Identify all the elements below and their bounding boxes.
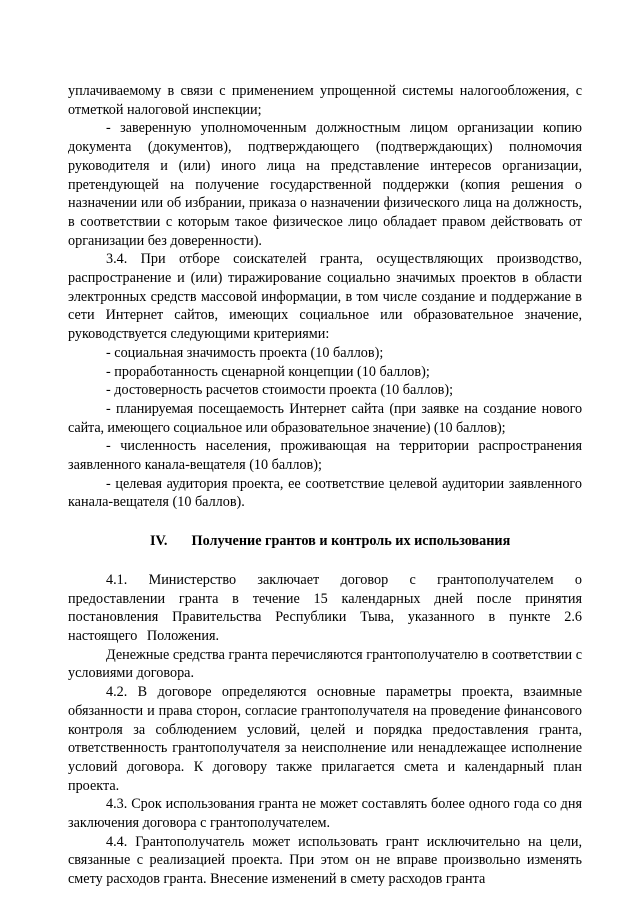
section-heading [68, 532, 582, 551]
criterion-item: - целевая аудитория проекта, ее соответствие целевой аудитории заявленного канала-вещателя (10 баллов). [68, 475, 582, 511]
criterion-item: - проработанность сценарной концепции (10 баллов); [106, 363, 430, 380]
paragraph-4-2: 4.2. В договоре определяются основные параметры проекта, взаимные обязанности и права сторон, согласие грантополучателя на проведение финансового контроля за соблюдением условий, целей и порядка предоставления гранта, ответственность грантополучателя за неисполнение или ненадлежащее исполнение условий договора. К договору также прилагается смета и календарный план проекта. [68, 684, 582, 794]
paragraph-4-1: 4.1. Министерство заключает договор с грантополучателем о предоставлении гранта в течение 15 календарных дней после принятия постановления Правительства Республики Тыва, указанного в пункте 2.6 настоящего Положения. [68, 571, 582, 644]
paragraph-3-4: 3.4. При отборе соискателей гранта, осуществляющих производство, распространение и (или) тиражирование социально значимых проектов в области электронных средств массовой информации, в том числе создание и поддержание в сети Интернет сайтов, имеющих социальное или образовательное значение, руководствуется следующими критериями: [68, 251, 582, 343]
criterion-item: - численность населения, проживающая на территории распространения заявленного канала-вещателя (10 баллов); [68, 438, 582, 474]
paragraph-funds-transfer: Денежные средства гранта перечисляются грантополучателю в соответствии с условиями договора. [68, 646, 582, 682]
section-title: Получение грантов и контроль их использования [191, 533, 511, 550]
criterion-item: - социальная значимость проекта (10 баллов); [106, 344, 384, 361]
criterion-item: - достоверность расчетов стоимости проекта (10 баллов); [106, 382, 454, 399]
paragraph-4-4: 4.4. Грантополучатель может использовать грант исключительно на цели, связанные с реализацией проекта. При этом он не вправе произвольно изменять смету расходов гранта. Внесение изменений в смету расходов гранта [68, 833, 582, 888]
paragraph-4-3: 4.3. Срок использования гранта не может составлять более одного года со дня заключения договора с грантополучателем. [68, 796, 582, 832]
section-number: IV. [150, 533, 168, 550]
criterion-item: - планируемая посещаемость Интернет сайта (при заявке на создание нового сайта, имеющего социальное или образовательное значение) (10 баллов); [68, 400, 582, 436]
paragraph-continuation: уплачиваемому в связи с применением упрощенной системы налогообложения, с отметкой налоговой инспекции; [68, 83, 582, 118]
paragraph-authority-copy: - заверенную уполномоченным должностным лицом организации копию документа (документов), подтверждающего (подтверждающих) полномочия руководителя и (или) иного лица на представление интересов организации, претендующей на получение государственной поддержки (копия решения о назначении или об избрании, приказа о назначении физического лица на должность, в соответствии с которым такое физическое лицо обладает правом действовать от организации без доверенности). [68, 120, 582, 249]
